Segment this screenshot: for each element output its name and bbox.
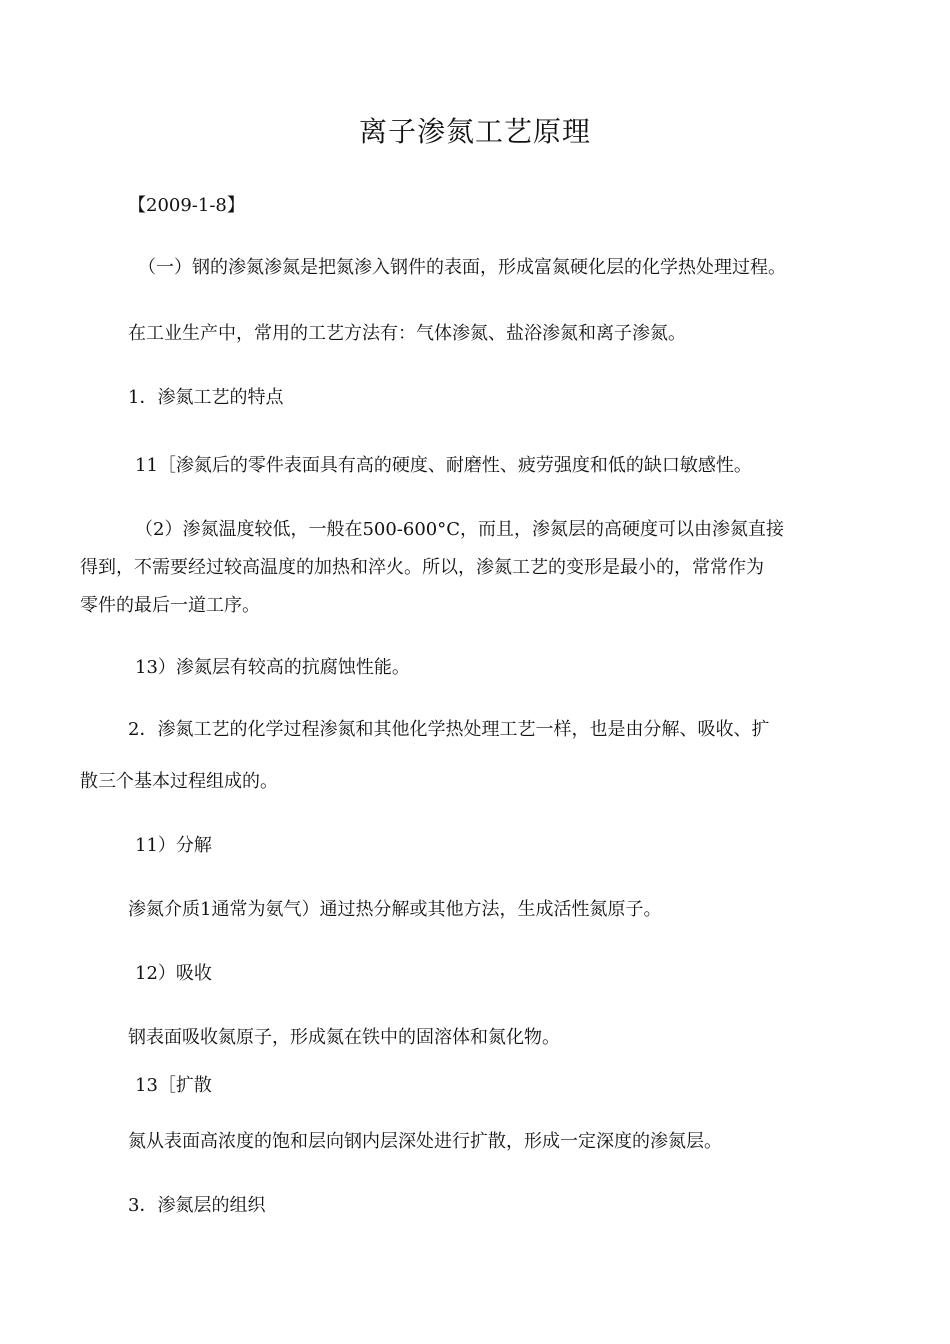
paragraph-line: 11［渗氮后的零件表面具有高的硬度、耐磨性、疲劳强度和低的缺口敏感性。 [135,455,752,476]
section-heading: 2．渗氮工艺的化学过程渗氮和其他化学热处理工艺一样，也是由分解、吸收、扩 [128,719,770,740]
subheading: 12）吸收 [135,963,212,984]
paragraph-line: 零件的最后一道工序。 [80,595,260,616]
document-title: 离子渗氮工艺原理 [358,115,591,148]
subheading: 13［扩散 [135,1075,212,1096]
paragraph-line: 在工业生产中，常用的工艺方法有：气体渗氮、盐浴渗氮和离子渗氮。 [128,323,686,344]
paragraph-line: 氮从表面高浓度的饱和层向钢内层深处进行扩散，形成一定深度的渗氮层。 [128,1131,722,1152]
section-heading: 1．渗氮工艺的特点 [128,387,284,408]
subheading: 11）分解 [135,835,212,856]
paragraph-line: 13）渗氮层有较高的抗腐蚀性能。 [135,657,410,678]
paragraph-line: 得到，不需要经过较高温度的加热和淬火。所以，渗氮工艺的变形是最小的，常常作为 [80,557,764,578]
paragraph-line: 散三个基本过程组成的。 [80,771,278,792]
paragraph-line: 钢表面吸收氮原子，形成氮在铁中的固溶体和氮化物。 [128,1027,560,1048]
section-heading: 3．渗氮层的组织 [128,1195,266,1216]
paragraph-line: 渗氮介质1通常为氨气）通过热分解或其他方法，生成活性氮原子。 [128,899,662,920]
paragraph-line: （一）钢的渗氮渗氮是把氮渗入钢件的表面，形成富氮硬化层的化学热处理过程。 [138,257,786,278]
document-date: 【2009-1-8】 [128,195,245,216]
paragraph-line: （2）渗氮温度较低，一般在500-600°C，而且，渗氮层的高硬度可以由渗氮直接 [135,519,785,540]
